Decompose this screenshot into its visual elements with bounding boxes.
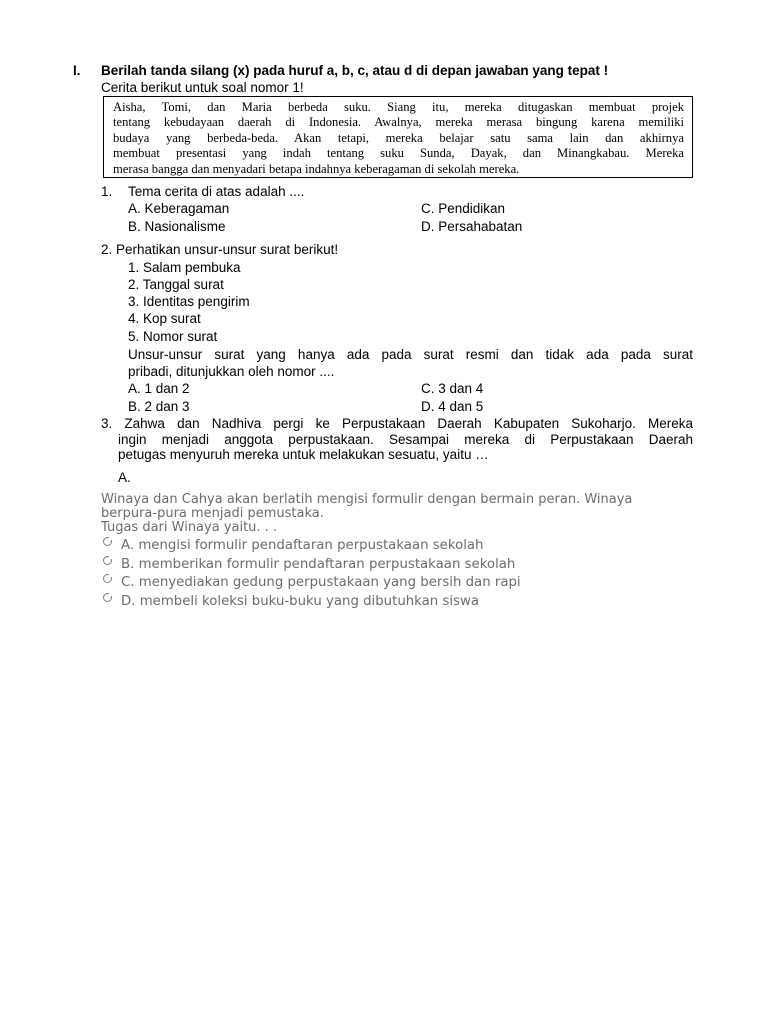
q4-option-d[interactable]: D. membeli koleksi buku-buku yang dibutuhkan siswa bbox=[121, 594, 480, 609]
q2-prompt-line2: pribadi, ditunjukkan oleh nomor .... bbox=[128, 364, 335, 379]
radio-button-icon[interactable] bbox=[103, 574, 112, 583]
q2-option-b[interactable]: B. 2 dan 3 bbox=[128, 399, 190, 414]
q2-item: 3. Identitas pengirim bbox=[128, 294, 250, 309]
story-box bbox=[103, 96, 693, 178]
story-intro: Cerita berikut untuk soal nomor 1! bbox=[101, 80, 304, 95]
q3-line1: 3. Zahwa dan Nadhiva pergi ke Perpustakaan Daerah Kabupaten Sukoharjo. Mereka bbox=[101, 416, 693, 431]
q2-prompt-line1: Unsur-unsur surat yang hanya ada pada surat resmi dan tidak ada pada surat bbox=[128, 347, 693, 362]
q1-option-a[interactable]: A. Keberagaman bbox=[128, 201, 230, 216]
q4-option-b[interactable]: B. memberikan formulir pendaftaran perpustakaan sekolah bbox=[121, 557, 516, 572]
q4-option-a[interactable]: A. mengisi formulir pendaftaran perpustakaan sekolah bbox=[121, 538, 484, 553]
section-instruction: Berilah tanda silang (x) pada huruf a, b, c, atau d di depan jawaban yang tepat ! bbox=[101, 63, 609, 78]
story-line: tentang kebudayaan daerah di Indonesia. Awalnya, mereka merasa bingung karena memiliki bbox=[113, 115, 684, 130]
q3-line2: ingin menjadi anggota perpustakaan. Sesampai mereka di Perpustakaan Daerah bbox=[118, 432, 693, 447]
q2-item: 2. Tanggal surat bbox=[128, 277, 224, 292]
q2-item: 4. Kop surat bbox=[128, 311, 201, 326]
q1-number: 1. bbox=[101, 184, 113, 199]
radio-button-icon[interactable] bbox=[103, 593, 112, 602]
q2-option-d[interactable]: D. 4 dan 5 bbox=[421, 399, 484, 414]
q4-line1: Winaya dan Cahya akan berlatih mengisi formulir dengan bermain peran. Winaya bbox=[101, 492, 633, 507]
q4-option-c[interactable]: C. menyediakan gedung perpustakaan yang bersih dan rapi bbox=[121, 575, 521, 590]
q4-line2: berpura-pura menjadi pemustaka. bbox=[101, 506, 324, 521]
radio-button-icon[interactable] bbox=[103, 556, 112, 565]
q2-item: 5. Nomor surat bbox=[128, 329, 218, 344]
story-line: merasa bangga dan menyadari betapa indahnya keberagaman di sekolah mereka. bbox=[113, 161, 520, 176]
q1-option-d[interactable]: D. Persahabatan bbox=[421, 219, 523, 234]
q4-line3: Tugas dari Winaya yaitu. . . bbox=[101, 520, 278, 535]
section-roman-numeral: I. bbox=[73, 63, 81, 78]
radio-button-icon[interactable] bbox=[103, 537, 112, 546]
q3-option-a[interactable]: A. bbox=[118, 470, 131, 485]
q1-option-b[interactable]: B. Nasionalisme bbox=[128, 219, 226, 234]
q2-option-c[interactable]: C. 3 dan 4 bbox=[421, 381, 484, 396]
q1-question: Tema cerita di atas adalah .... bbox=[128, 184, 305, 199]
story-line: Aisha, Tomi, dan Maria berbeda suku. Siang itu, mereka ditugaskan membuat projek bbox=[113, 100, 684, 114]
q2-option-a[interactable]: A. 1 dan 2 bbox=[128, 381, 190, 396]
q2-question: 2. Perhatikan unsur-unsur surat berikut! bbox=[101, 242, 339, 257]
q3-line3: petugas menyuruh mereka untuk melakukan sesuatu, yaitu … bbox=[118, 447, 489, 462]
q1-option-c[interactable]: C. Pendidikan bbox=[421, 201, 506, 216]
story-line: membuat presentasi yang indah tentang suku Sunda, Dayak, dan Minangkabau. Mereka bbox=[113, 146, 684, 161]
q2-item: 1. Salam pembuka bbox=[128, 260, 241, 275]
story-line: budaya yang berbeda-beda. Akan tetapi, mereka belajar satu sama lain dan akhirnya bbox=[113, 130, 684, 145]
